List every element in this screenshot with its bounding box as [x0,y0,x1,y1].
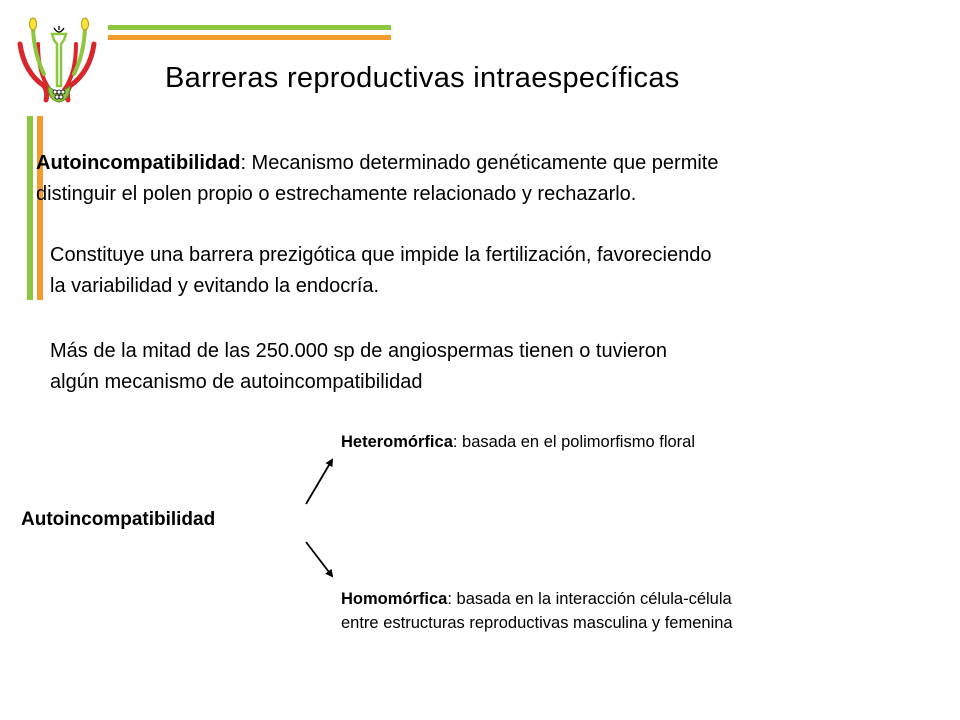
slide-title: Barreras reproductivas intraespecíficas [165,62,680,94]
definition-paragraph [36,148,718,210]
barrier-paragraph [50,240,711,302]
barrier-line-2: la variabilidad y evitando la endocría. [50,275,380,297]
heteromorphic-label [341,430,695,454]
homomorphic-line-1 [341,587,733,611]
arrow-down-icon [306,542,332,576]
definition-text-1: : Mecanismo determinado genéticamente que permite [240,152,719,174]
diagram-arrows [298,452,348,588]
definition-line-1 [36,148,718,179]
heteromorphic-text: : basada en el polimorfismo floral [452,433,695,451]
diagram-root-label: Autoincompatibilidad [21,509,216,530]
fact-paragraph [50,336,667,398]
top-rule-orange [108,35,391,40]
homomorphic-text-1: : basada en la interacción célula-célula [447,590,732,608]
fact-line-1: Más de la mitad de las 250.000 sp de angiospermas tienen o tuvieron [50,340,668,362]
left-bar-green [27,116,33,300]
homomorphic-label [341,587,733,635]
definition-text-2: distinguir el polen propio o estrechamente relacionado y rechazarlo. [36,183,637,205]
fact-line-2: algún mecanismo de autoincompatibilidad [50,371,423,393]
homomorphic-text-2: entre estructuras reproductivas masculina y femenina [341,614,733,632]
flower-logo-icon [14,14,106,108]
homomorphic-term: Homomórfica [341,590,448,608]
arrow-up-icon [306,460,332,504]
definition-term: Autoincompatibilidad [36,152,241,174]
heteromorphic-term: Heteromórfica [341,433,453,451]
top-rule-green [108,25,391,30]
barrier-line-1: Constituye una barrera prezigótica que impide la fertilización, favoreciendo [50,244,712,266]
